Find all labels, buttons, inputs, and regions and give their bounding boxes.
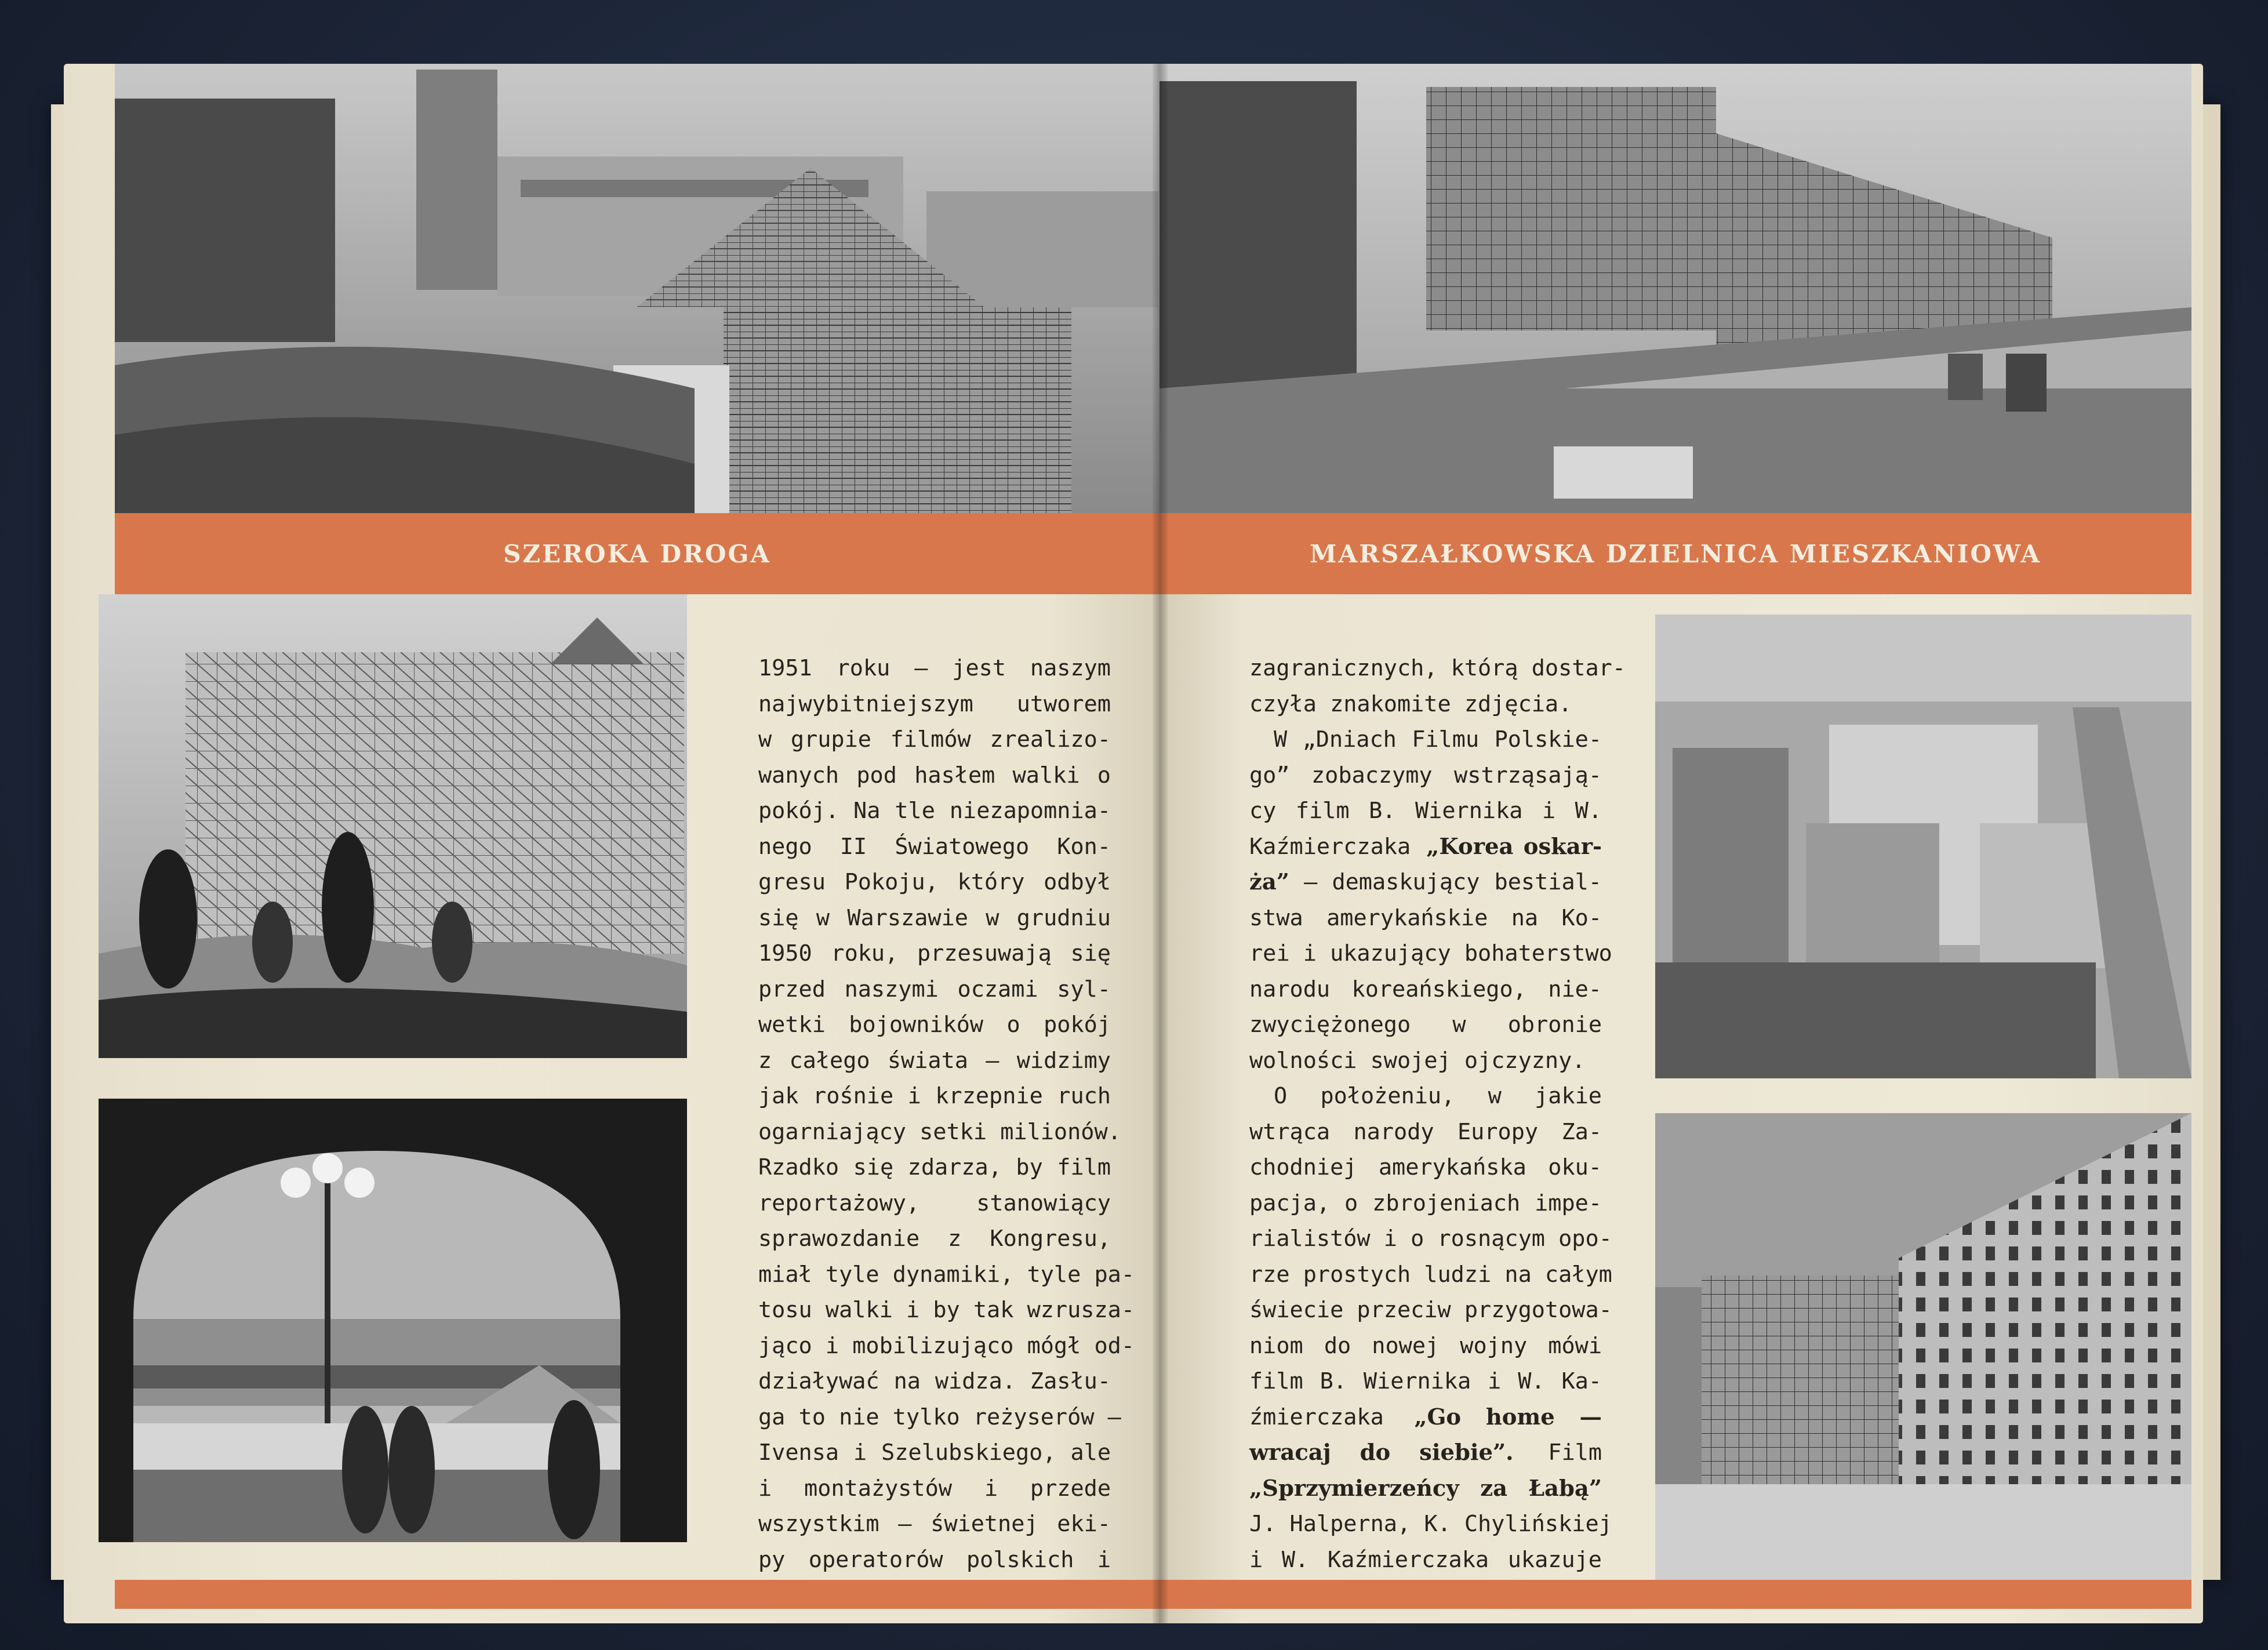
text-line: wolności swojej ojczyzny. bbox=[1249, 1047, 1586, 1074]
text-line: najwybitniejszym utworem bbox=[758, 690, 1111, 717]
left-page bbox=[64, 64, 1160, 1623]
text-line: pokój. Na tle niezapomnia- bbox=[758, 798, 1111, 824]
text-line: narodu koreańskiego, nie- bbox=[1249, 976, 1602, 1002]
text-line: z całego świata — widzimy bbox=[758, 1047, 1111, 1074]
text-line: gresu Pokoju, który odbył bbox=[758, 869, 1111, 895]
text-line: wetki bojowników o pokój bbox=[758, 1012, 1111, 1038]
text-line bbox=[1249, 1471, 1602, 1507]
text-line: rze prostych ludzi na całym bbox=[1249, 1261, 1612, 1288]
photo-workers-rubble bbox=[99, 594, 687, 1058]
right-band bbox=[1160, 513, 2191, 594]
text-line: 1950 roku, przesuwają się bbox=[758, 940, 1111, 966]
photo-arch-lamps bbox=[99, 1099, 687, 1542]
photo-building-under-construction bbox=[1655, 1113, 2191, 1586]
text-line: Rzadko się zdarza, by film bbox=[758, 1154, 1111, 1180]
film-title-korea: „Korea oskar- bbox=[1426, 833, 1602, 860]
film-title-go-home-end: wracaj do siebie”. bbox=[1249, 1440, 1514, 1466]
text-line: pacja, o zbrojeniach impe- bbox=[1249, 1190, 1602, 1216]
left-bottom-band bbox=[115, 1580, 1160, 1609]
text-line: wanych pod hasłem walki o bbox=[758, 762, 1111, 788]
text-line: i montażystów i przede bbox=[758, 1475, 1111, 1502]
right-bottom-band bbox=[1160, 1580, 2191, 1609]
text-line bbox=[1249, 829, 1602, 865]
text-line: zwyciężonego w obronie bbox=[1249, 1012, 1602, 1038]
text-line: stwa amerykańskie na Ko- bbox=[1249, 904, 1602, 931]
photo-old-town-construction bbox=[115, 64, 1160, 513]
text-line: miał tyle dynamiki, tyle pa- bbox=[758, 1261, 1135, 1288]
right-page bbox=[1160, 64, 2203, 1623]
text-line: cy film B. Wiernika i W. bbox=[1249, 798, 1602, 824]
film-title-korea-end: ża” bbox=[1249, 869, 1289, 895]
photo-housing-blocks-aerial bbox=[1655, 615, 2191, 1078]
spine-gutter bbox=[1153, 64, 1168, 1623]
booklet-spread bbox=[64, 41, 2215, 1606]
text-line: tosu walki i by tak wzrusza- bbox=[758, 1297, 1135, 1323]
photo-marszalkowska-street bbox=[1160, 64, 2191, 513]
text-line: reportażowy, stanowiący bbox=[758, 1190, 1111, 1216]
text-line: nego II Światowego Kon- bbox=[758, 833, 1111, 860]
text-line: ga to nie tylko reżyserów — bbox=[758, 1404, 1121, 1430]
text-line: 1951 roku — jest naszym bbox=[758, 655, 1111, 681]
text-line: py operatorów polskich i bbox=[758, 1546, 1111, 1573]
text-line bbox=[1249, 1435, 1602, 1471]
text-line: wtrąca narody Europy Za- bbox=[1249, 1118, 1602, 1145]
text-line: go” zobaczymy wstrząsają- bbox=[1249, 762, 1602, 788]
text-line: rialistów i o rosnącym opo- bbox=[1249, 1226, 1612, 1252]
text-line: O położeniu, w jakie bbox=[1274, 1083, 1602, 1109]
text-line: się w Warszawie w grudniu bbox=[758, 904, 1111, 931]
right-text-column bbox=[1249, 650, 1626, 1578]
text-line: film B. Wiernika i W. Ka- bbox=[1249, 1368, 1602, 1394]
text-segment: Kaźmierczaka bbox=[1249, 833, 1427, 860]
text-line: i W. Kaźmierczaka ukazuje bbox=[1249, 1546, 1602, 1573]
film-title-go-home: „Go home — bbox=[1414, 1404, 1602, 1430]
text-line: J. Halperna, K. Chylińskiej bbox=[1249, 1511, 1612, 1537]
film-title-sprzymierzency: „Sprzymierzeńcy za Łabą” bbox=[1249, 1475, 1602, 1502]
text-line bbox=[1249, 864, 1602, 900]
text-line: czyła znakomite zdjęcia. bbox=[1249, 690, 1572, 717]
left-text-column bbox=[758, 650, 1135, 1578]
text-line: przed naszymi oczami syl- bbox=[758, 976, 1111, 1002]
text-line: W „Dniach Filmu Polskie- bbox=[1274, 726, 1602, 753]
text-line: działywać na widza. Zasłu- bbox=[758, 1368, 1111, 1394]
text-line: zagranicznych, którą dostar- bbox=[1249, 655, 1626, 681]
text-line: jak rośnie i krzepnie ruch bbox=[758, 1083, 1111, 1109]
text-segment: — demaskujący bestial- bbox=[1289, 869, 1602, 895]
text-line: chodniej amerykańska oku- bbox=[1249, 1154, 1602, 1180]
right-band-title: MARSZAŁKOWSKA DZIELNICA MIESZKANIOWA bbox=[1309, 539, 2041, 568]
text-segment: Film bbox=[1513, 1440, 1602, 1466]
text-line: ogarniający setki milionów. bbox=[758, 1118, 1121, 1145]
text-line: w grupie filmów zrealizo- bbox=[758, 726, 1111, 753]
text-line: świecie przeciw przygotowa- bbox=[1249, 1297, 1612, 1323]
left-band-title: SZEROKA DROGA bbox=[503, 539, 771, 568]
text-line: rei i ukazujący bohaterstwo bbox=[1249, 940, 1612, 966]
text-line: niom do nowej wojny mówi bbox=[1249, 1332, 1602, 1359]
text-line: wszystkim — świetnej eki- bbox=[758, 1511, 1111, 1537]
text-line bbox=[1249, 1400, 1602, 1435]
text-line: Ivensa i Szelubskiego, ale bbox=[758, 1440, 1111, 1466]
text-segment: źmierczaka bbox=[1249, 1404, 1415, 1430]
text-line: sprawozdanie z Kongresu, bbox=[758, 1226, 1111, 1252]
left-band bbox=[115, 513, 1160, 594]
text-line: jąco i mobilizująco mógł od- bbox=[758, 1332, 1135, 1359]
